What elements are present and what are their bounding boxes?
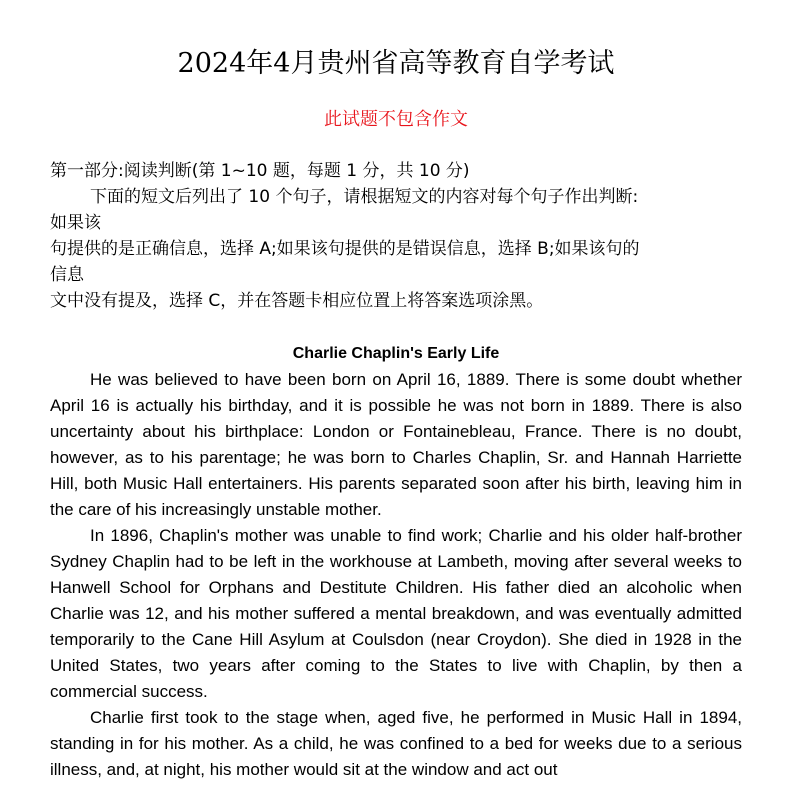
no-essay-notice: 此试题不包含作文: [324, 109, 468, 130]
reading-passage: [50, 341, 742, 783]
instruction-line: 文中没有提及，选择 C，并在答题卡相应位置上将答案选项涂黑。: [50, 291, 544, 311]
instruction-line: 句提供的是正确信息，选择 A;如果该句提供的是错误信息，选择 B;如果该句的: [50, 239, 640, 259]
passage-paragraph: Charlie first took to the stage when, aged five, he performed in Music Hall in 1894, standing in for his mother. As a child, he was confined to a bed for weeks due to a serious illness, and, at night, his mother would sit at the window and act out: [50, 708, 742, 779]
passage-title: Charlie Chaplin's Early Life: [292, 345, 500, 362]
instruction-line: 如果该: [50, 213, 101, 233]
passage-paragraph: He was believed to have been born on April 16, 1889. There is some doubt whether April 16 is actually his birthday, and it is possible he was not born in 1889. There is also uncertainty about his birthplace: London or Fontainebleau, France. There is no doubt, however, as to his parentage; he was born to Charles Chaplin, Sr. and Hannah Harriette Hill, both Music Hall entertainers. His parents separated soon after his birth, leaving him in the care of his increasingly unstable mother.: [50, 370, 742, 519]
part1-section: [50, 158, 742, 314]
exam-title: 2024年4月贵州省高等教育自学考试: [177, 48, 615, 79]
instruction-line: 下面的短文后列出了 10 个句子，请根据短文的内容对每个句子作出判断:: [90, 187, 639, 207]
instruction-line: 信息: [50, 265, 84, 285]
passage-paragraph: In 1896, Chaplin's mother was unable to find work; Charlie and his older half-brother Sydney Chaplin had to be left in the workhouse at Lambeth, moving after several weeks to Hanwell School for Orphans and Destitute Children. His father died an alcoholic when Charlie was 12, and his mother suffered a mental breakdown, and was eventually admitted temporarily to the Cane Hill Asylum at Coulsdon (near Croydon). She died in 1928 in the United States, two years after coming to the States to live with Chaplin, by then a commercial success.: [50, 526, 742, 701]
part1-heading: 第一部分:阅读判断(第 1~10 题，每题 1 分，共 10 分): [50, 161, 470, 181]
